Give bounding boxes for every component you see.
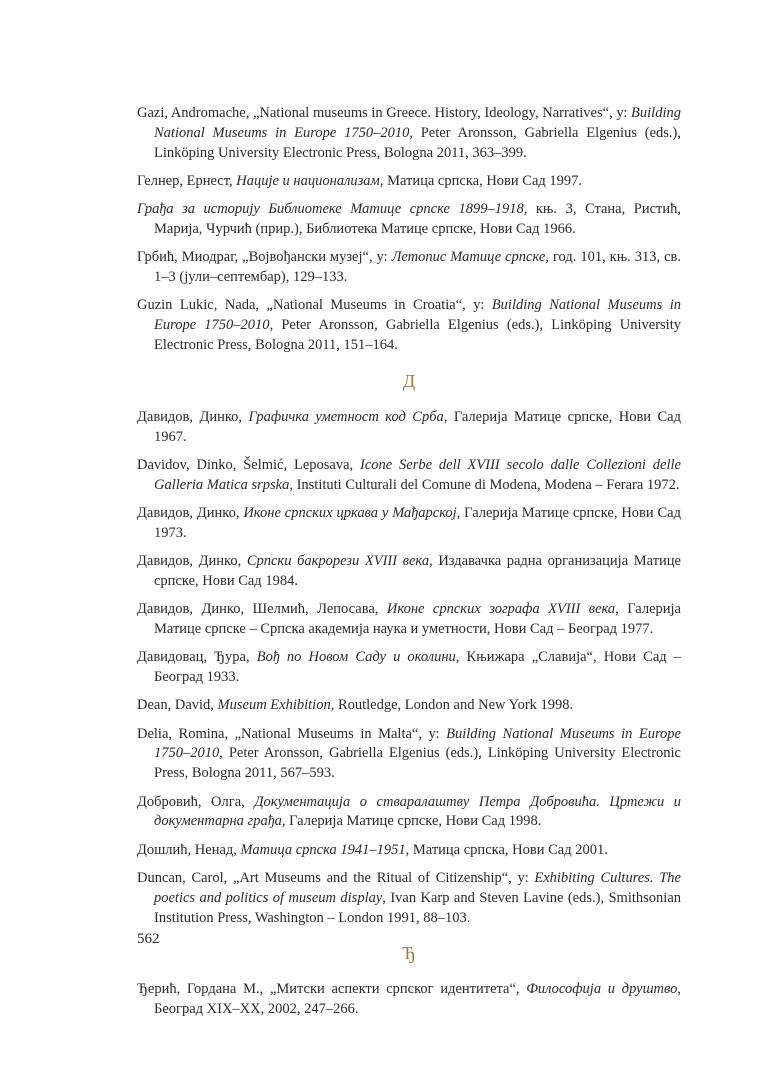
entry-it: Графичка уметност код Срба — [248, 408, 444, 425]
entry-it: Грађа за историју Библиотеке Матице српске 1899–1918 — [137, 201, 524, 218]
entry-pre: Davidov, Dinko, Šelmić, Leposava, — [137, 456, 360, 473]
bibliography-entry — [137, 841, 681, 861]
entry-it: Философија и друштво — [526, 981, 678, 998]
entry-pre: Грбић, Миодраг, „Војвођански музеј“, у: — [137, 249, 392, 266]
bibliography-page — [137, 104, 681, 1028]
entry-it: Building National Museums in Europe 1750–2010 — [154, 105, 681, 141]
bibliography-entry — [137, 648, 681, 688]
entry-it: Иконе српских цркава у Мађарској — [243, 504, 457, 521]
entry-pre: Guzin Lukic, Nada, „National Museums in Croatia“, у: — [137, 297, 492, 314]
entry-post: , Матица српска, Нови Сад 1997. — [379, 172, 583, 189]
entry-pre: Давидов, Динко, — [137, 504, 244, 521]
bibliography-entry — [137, 504, 681, 544]
entry-pre: Ђерић, Гордана М., „Митски аспекти српског идентитета“, — [137, 981, 527, 998]
entry-post: , Галерија Матице српске – Српска академија наука и уметности, Нови Сад – Београд 1977. — [154, 601, 681, 637]
bibliography-entry — [137, 408, 681, 448]
bibliography-entry — [137, 172, 681, 192]
entry-post: , Галерија Матице српске, Нови Сад 1973. — [154, 504, 681, 541]
entry-pre: Delia, Romina, „National Museums in Malta“, у: — [137, 725, 447, 742]
entry-pre: Duncan, Carol, „Art Museums and the Ritual of Citizenship“, у: — [137, 869, 535, 886]
entry-post: , Routledge, London and New York 1998. — [330, 697, 574, 714]
entry-it: Документација о стваралаштву Петра Добровића. Цртежи и документарна грађа — [154, 793, 681, 830]
bibliography-entry — [137, 248, 681, 288]
bibliography-entry — [137, 725, 681, 784]
entry-post: , Peter Aronsson, Gabriella Elgenius (eds.), Linköping University Electronic Press, Bologna 2011, 567–593. — [154, 745, 681, 782]
bibliography-entry — [137, 552, 681, 592]
bibliography-entry — [137, 296, 681, 355]
entry-post: , Галерија Матице српске, Нови Сад 1967. — [154, 408, 681, 445]
bibliography-entry — [137, 980, 681, 1020]
entry-pre: Gazi, Andromache, „National museums in Greece. History, Ideology, Narratives“, у: — [137, 105, 632, 121]
bibliography-entry — [137, 793, 681, 833]
entry-post: , Instituti Culturali del Comune di Modena, Modena – Ferara 1972. — [289, 476, 680, 493]
bibliography-section-dj — [137, 980, 681, 1020]
entry-post: , Peter Aronsson, Gabriella Elgenius (eds.), Linköping University Electronic Press, Bologna 2011, 151–164. — [154, 317, 681, 353]
bibliography-entry — [137, 696, 681, 716]
entry-post: , Ivan Karp and Steven Lavine (eds.), Smithsonian Institution Press, Washington – London 1991, 88–103. — [154, 889, 681, 926]
entry-post: , Галерија Матице српске, Нови Сад 1998. — [281, 813, 542, 830]
entry-post: , Књижара „Славија“, Нови Сад – Београд 1933. — [154, 649, 681, 686]
bibliography-entry — [137, 200, 681, 240]
entry-post: , Издавачка радна организација Матице српске, Нови Сад 1984. — [154, 553, 681, 589]
entry-it: Нације и национализам — [236, 172, 380, 189]
page-number: 562 — [137, 931, 160, 947]
bibliography-section-g — [137, 104, 681, 356]
entry-post: , књ. 3, Стана, Ристић, Марија, Чурчић (прир.), Библиотека Матице српске, Нови Сад 1966. — [154, 201, 681, 237]
bibliography-entry — [137, 869, 681, 928]
entry-pre: Добровић, Олга, — [137, 793, 255, 810]
section-heading-d: Д — [402, 370, 416, 391]
entry-it: Museum Exhibition — [217, 697, 331, 714]
entry-it: Icone Serbe dell XVIII secolo dalle Collezioni delle Galleria Matica srpska — [154, 456, 681, 493]
entry-post: , Београд XIX–XX, 2002, 247–266. — [154, 981, 681, 1018]
entry-post: , год. 101, књ. 313, св. 1–3 (јули–септембар), 129–133. — [154, 249, 682, 286]
entry-it: Летопис Матице српске — [391, 249, 546, 266]
entry-it: Српски бакрорези XVIII века — [246, 553, 430, 570]
entry-pre: Гелнер, Ернест, — [137, 172, 237, 189]
entry-pre: Давидов, Динко, Шелмић, Лепосава, — [137, 601, 387, 618]
entry-it: Иконе српских зографа XVIII века — [386, 601, 616, 618]
entry-pre: Dean, David, — [137, 697, 218, 714]
entry-it: Exhibiting Cultures. The poetics and politics of museum display — [154, 869, 681, 906]
bibliography-entry — [137, 104, 681, 163]
entry-it: Building National Museums in Europe 1750–2010 — [154, 297, 682, 334]
entry-it: Building National Museums in Europe 1750–2010 — [154, 725, 681, 762]
entry-it: Матица српска 1941–1951 — [240, 841, 406, 858]
entry-pre: Давидовац, Ђура, — [137, 649, 257, 666]
entry-it: Вођ по Новом Саду и околини — [256, 649, 456, 666]
entry-pre: Давидов, Динко, — [137, 553, 247, 570]
section-heading-dj: Ђ — [402, 943, 416, 964]
entry-pre: Дошлић, Ненад, — [137, 841, 241, 858]
entry-post: , Peter Aronsson, Gabriella Elgenius (eds.), Linköping University Electronic Press, Bologna 2011, 363–399. — [154, 124, 681, 161]
bibliography-section-d — [137, 408, 681, 929]
entry-post: , Матица српска, Нови Сад 2001. — [405, 841, 608, 858]
entry-pre: Давидов, Динко, — [137, 408, 249, 425]
bibliography-entry — [137, 456, 681, 496]
bibliography-entry — [137, 600, 681, 640]
